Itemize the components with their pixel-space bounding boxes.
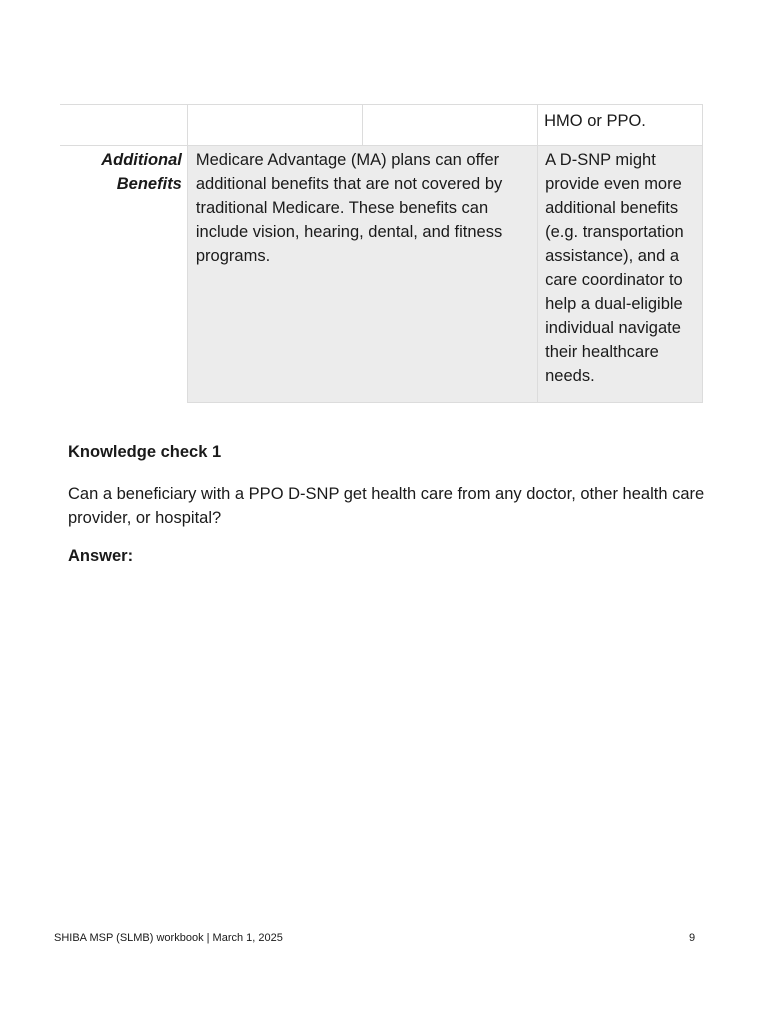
table-row bbox=[60, 105, 703, 146]
comparison-table bbox=[60, 104, 703, 403]
table-row-additional-benefits bbox=[60, 146, 703, 403]
knowledge-check-title: Knowledge check 1 bbox=[68, 443, 222, 461]
plan-type-text: HMO or PPO. bbox=[544, 112, 646, 130]
table-cell-empty bbox=[60, 105, 187, 146]
page-number: 9 bbox=[689, 932, 696, 944]
footer-title: SHIBA MSP (SLMB) workbook | March 1, 2025 bbox=[54, 932, 283, 944]
dsnp-benefits-cell bbox=[538, 146, 703, 403]
answer-label: Answer: bbox=[68, 547, 134, 565]
row-header-cell bbox=[60, 146, 187, 403]
knowledge-check-question: Can a beneficiary with a PPO D-SNP get health care from any doctor, other health care provider, or hospital? bbox=[68, 485, 705, 527]
table-cell-empty bbox=[362, 105, 538, 146]
row-header-line1: Additional bbox=[101, 151, 182, 169]
dsnp-benefits-text: A D-SNP might provide even more additional benefits (e.g. transportation assistance), and a care coordinator to help a dual-eligible individual navigate their healthcare needs. bbox=[545, 151, 684, 385]
ma-benefits-text: Medicare Advantage (MA) plans can offer additional benefits that are not covered by traditional Medicare. These benefits can include vision, hearing, dental, and fitness programs. bbox=[195, 151, 503, 265]
ma-benefits-cell bbox=[187, 146, 537, 403]
table-cell-empty bbox=[187, 105, 362, 146]
row-header bbox=[60, 146, 187, 196]
row-header-line2: Benefits bbox=[116, 175, 182, 193]
table-cell bbox=[538, 105, 703, 146]
